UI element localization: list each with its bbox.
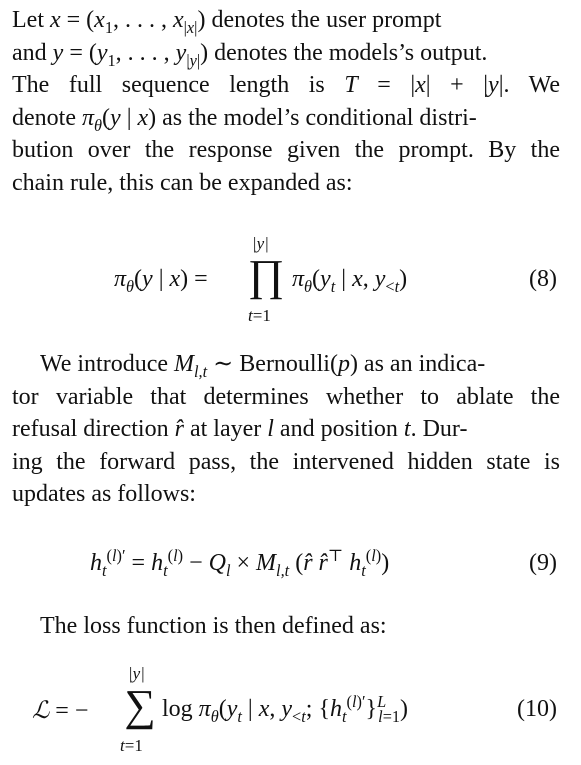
sum-upper-limit: |y| <box>128 664 145 683</box>
text-line: We introduce $M_{l,t}$ ∼ Bernoulli(p) as an indica- <box>40 351 486 381</box>
equation-10 <box>0 660 581 760</box>
text-line: refusal direction r̂ at layer l and position t. Dur- <box>12 416 468 443</box>
equation-10-rhs: $\log \pi_\theta(y_t$ | x, $y_{<t}$; $\{h_t^{(l)'}\}^L_{l=1}$) <box>162 692 409 726</box>
equation-9 <box>0 538 581 588</box>
sum-operator: ∑ <box>124 681 156 730</box>
text-line: bution over the response given the prompt. By the <box>12 137 560 164</box>
text-line: updates as follows: <box>12 481 196 508</box>
text-line: tor variable that determines whether to ablate the <box>12 383 560 410</box>
text-line: denote $\pi_\theta(y$ | x) as the model’s conditional distri- <box>12 104 477 135</box>
text-line: The full sequence length is T = |x| + |y|. We <box>12 72 560 99</box>
equation-number: (10) <box>517 696 557 722</box>
equation-8-rhs: $\pi_\theta(y_t$ | x, $y_{<t}$) <box>292 266 408 296</box>
text-line: and $y = (y_1$, . . . , $y_{|y|}$) denotes the models’s output. <box>12 39 488 70</box>
product-upper-limit: |y| <box>252 234 269 253</box>
paragraph-loss <box>12 610 560 643</box>
product-operator: ∏ <box>247 251 285 300</box>
equation-number: (9) <box>529 550 557 576</box>
paragraph-intro <box>12 4 560 200</box>
equation-8 <box>0 230 581 330</box>
equation-9-expression: $h_t^{(l)'} = h_t^{(l)} - Q_l \times M_{l,t}$ (r̂ r̂⊤ $h_t^{(l)}$) <box>90 546 390 580</box>
equation-10-lhs: ℒ = − <box>32 698 89 724</box>
text-line: chain rule, this can be expanded as: <box>12 169 353 196</box>
product-lower-limit: t=1 <box>248 306 271 325</box>
sum-lower-limit: t=1 <box>120 736 143 755</box>
text-line: The loss function is then defined as: <box>40 613 387 639</box>
text-line: ing the forward pass, the intervened hidden state is <box>12 448 560 475</box>
paragraph-ablation <box>12 348 560 511</box>
text-line: Let $x = (x_1$, . . . , $x_{|x|}$) denotes the user prompt <box>12 7 442 37</box>
equation-8-lhs: $\pi_\theta(y$ | x) = <box>114 266 208 296</box>
equation-number: (8) <box>529 266 557 292</box>
